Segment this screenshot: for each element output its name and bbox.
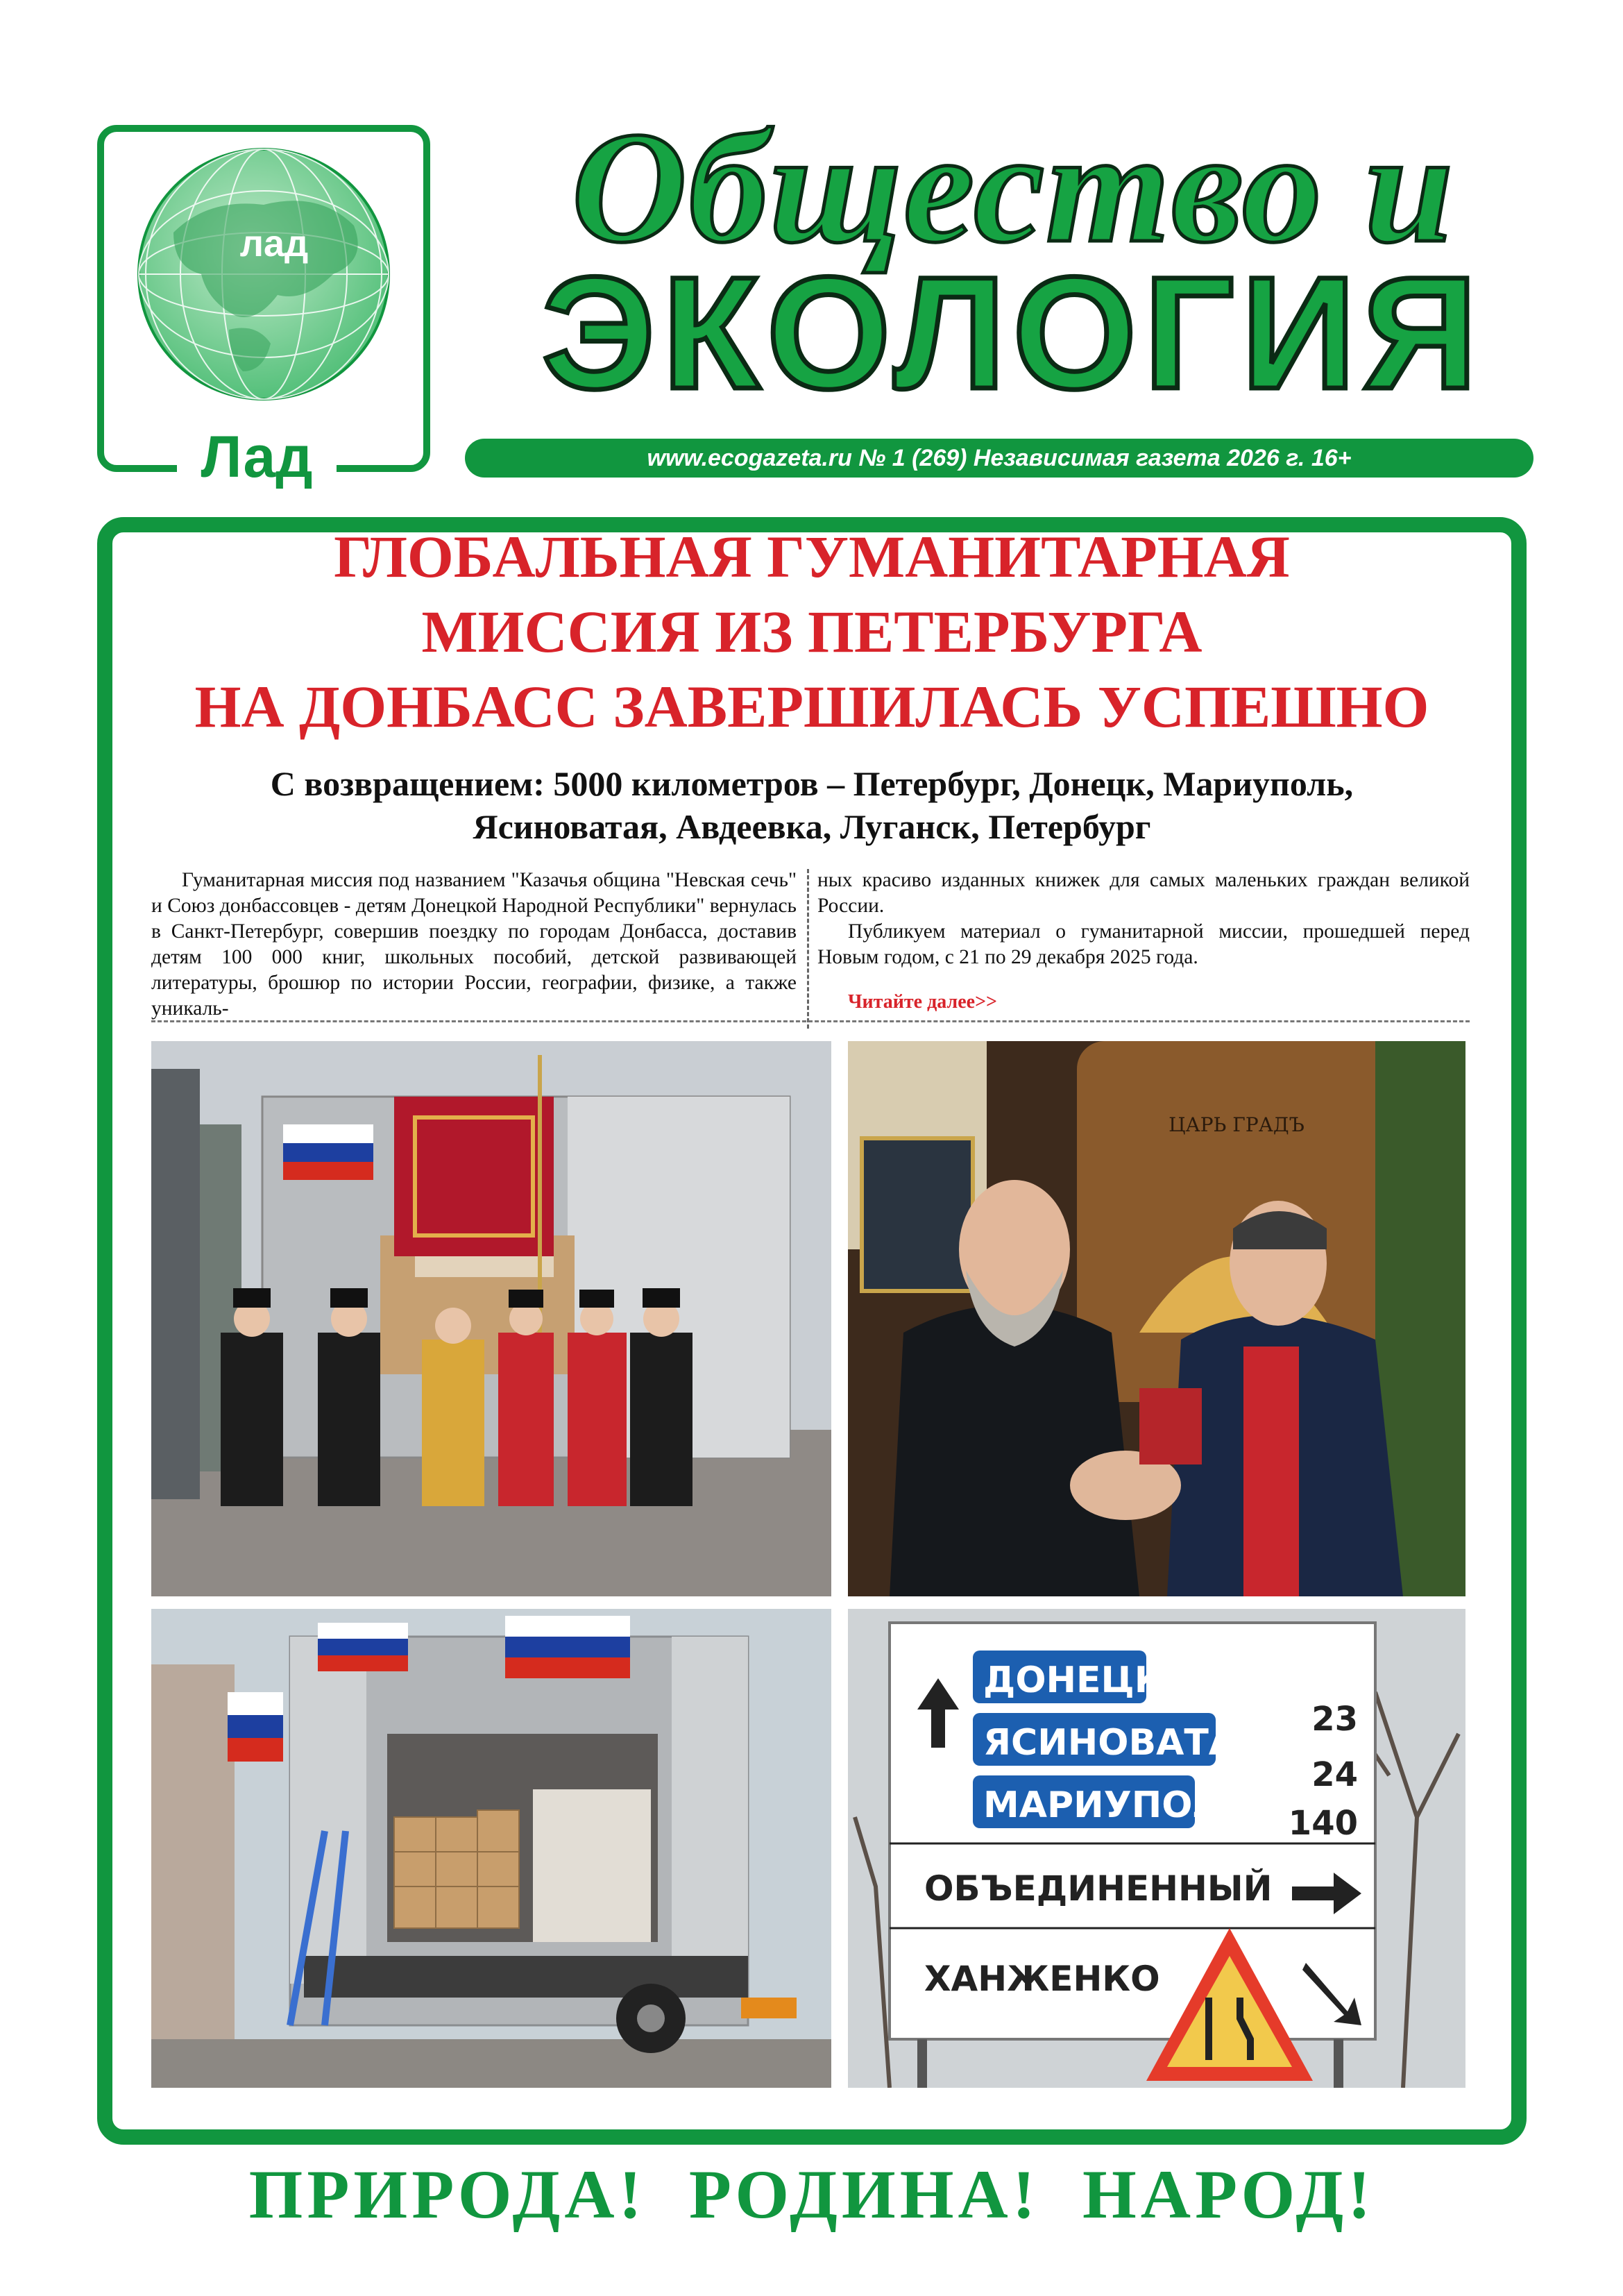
photo-truck-boxes xyxy=(151,1609,831,2088)
globe-logo-icon xyxy=(125,142,402,406)
photo-handshake xyxy=(848,1041,1465,1596)
article-paragraph: ных красиво изданных книжек для самых маленьких граждан великой России. xyxy=(817,869,1470,917)
article-paragraph: Публикуем материал о гуманитарной миссии, прошедшей перед Новым годом, с 21 по 29 декабря 2025 года. xyxy=(817,920,1470,968)
logo-small-label: лад xyxy=(239,223,309,264)
photo-road-sign xyxy=(848,1609,1465,2088)
headline-line-3: НА ДОНБАСС ЗАВЕРШИЛАСЬ УСПЕШНО xyxy=(194,673,1429,740)
subheadline-line-2: Ясиноватая, Авдеевка, Луганск, Петербург xyxy=(473,807,1151,846)
sign-mariupol: МАРИУПОЛЬ xyxy=(983,1784,1250,1826)
masthead-info-bar[interactable]: www.ecogazeta.ru № 1 (269) Независимая газета 2026 г. 16+ xyxy=(465,439,1533,478)
text-bottom-rule xyxy=(151,1020,1470,1022)
headline-line-2: МИССИЯ ИЗ ПЕТЕРБУРГА xyxy=(421,598,1203,665)
article-column-1 xyxy=(151,868,797,1022)
sign-yasinovataya: ЯСИНОВАТАЯ xyxy=(983,1722,1265,1764)
column-divider xyxy=(807,869,809,1029)
sign-distance-1: 23 xyxy=(1311,1700,1358,1739)
read-more-link[interactable]: Читайте далее>> xyxy=(848,991,997,1013)
sign-distance-2: 24 xyxy=(1311,1755,1358,1794)
logo-label: Лад xyxy=(201,424,313,489)
sign-distance-3: 140 xyxy=(1288,1804,1358,1843)
sign-khanzhenko: ХАНЖЕНКО xyxy=(924,1959,1160,1999)
masthead-title-main: ЭКОЛОГИЯ xyxy=(541,244,1485,422)
article-paragraph: Гуманитарная миссия под названием "Казачья община "Невская сечь" и Союз донбассовцев - детям Донецкой Народной Республики" вернулась в Санкт-Петербург, совершив поездку по городам Донбасса, доставив детям 100 000 книг, школьных пособий, детской развивающей литературы, брошюр по истории России, географии, физике, а также уникаль- xyxy=(151,869,797,1020)
photo-cossacks-truck xyxy=(151,1041,831,1596)
headline-line-1: ГЛОБАЛЬНАЯ ГУМАНИТАРНАЯ xyxy=(334,523,1290,590)
sign-donetsk: ДОНЕЦК xyxy=(983,1660,1164,1701)
subheadline-line-1: С возвращением: 5000 километров – Петербург, Донецк, Мариуполь, xyxy=(270,764,1354,803)
masthead-title-top: Общество и xyxy=(571,99,1455,276)
subheadline xyxy=(132,762,1492,848)
icon-caption: ЦАРЬ ГРАДЪ xyxy=(1169,1113,1305,1136)
sign-obedinenny: ОБЪЕДИНЕННЫЙ xyxy=(924,1868,1273,1909)
article-column-2 xyxy=(817,868,1470,970)
footer-slogan: ПРИРОДА! РОДИНА! НАРОД! xyxy=(248,2156,1375,2233)
